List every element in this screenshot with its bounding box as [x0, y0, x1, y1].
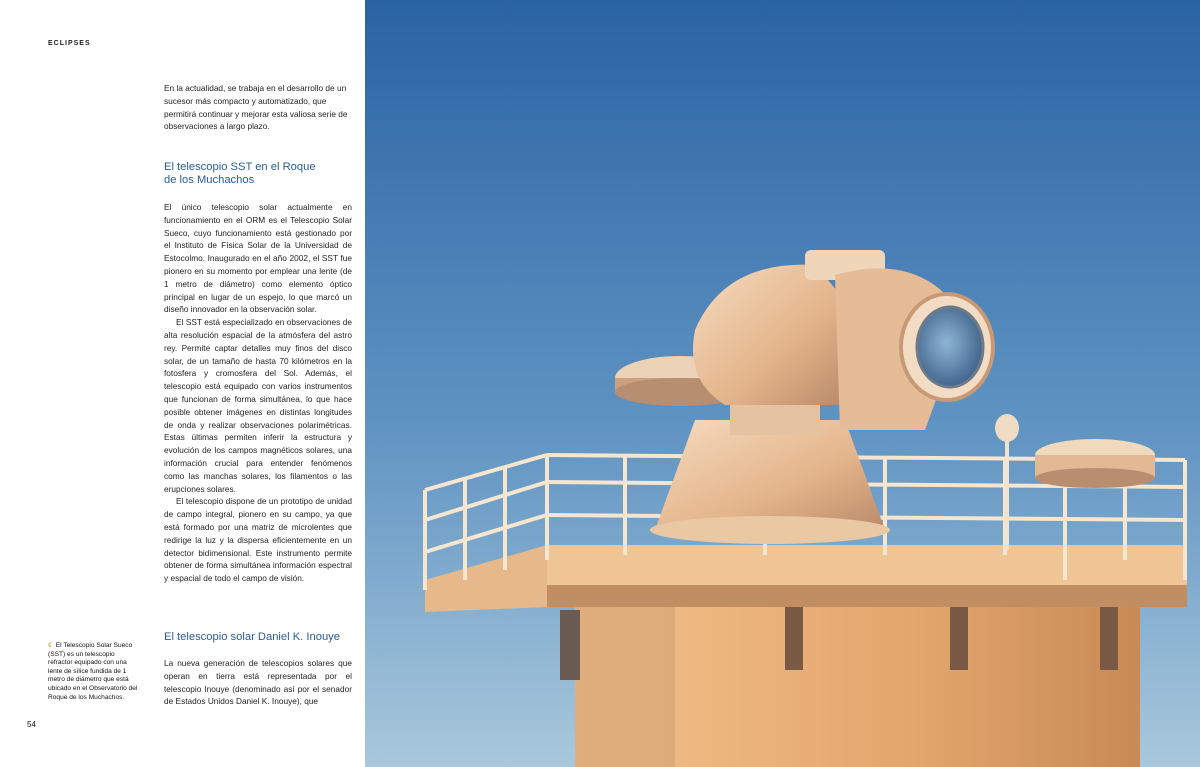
page-number: 54 — [27, 720, 36, 729]
text-page — [0, 0, 365, 767]
sst-paragraph-2: El SST está especializado en observaciones de alta resolución espacial de la atmósfera del astro rey. Permite captar detalles muy finos del disco solar, de un tamaño de hasta 70 kilómetros en la fotosfera y cromosfera del Sol. Además, el telescopio está equipado con varios instrumentos que funcionan de forma simultánea, lo que hace posible obtener imágenes en distintas longitudes de onda y realizar observaciones polarimétricas. Estas últimas permiten inferir la estructura y evolución de los campos magnéticos solares, una información crucial para entender fenómenos como las manchas solares, los filamentos o las erupciones solares. — [164, 317, 352, 494]
inouye-heading: El telescopio solar Daniel K. Inouye — [164, 631, 340, 643]
sst-heading — [164, 161, 354, 187]
intro-paragraph: En la actualidad, se trabaja en el desarrollo de un sucesor más compacto y automatizado, que permitirá continuar y mejorar esta valiosa serie de observaciones a largo plazo. — [164, 83, 348, 132]
intro-paragraph-block — [164, 82, 352, 133]
sst-paragraph-1: El único telescopio solar actualmente en funcionamiento en el ORM es el Telescopio Solar Sueco, cuyo funcionamiento está gestionado por el Instituto de Física Solar de la Universidad de Estocolmo. Inaugurado en el año 2002, el SST fue pionero en su momento por emplear una lente (de 1 metro de diámetro) como elemento óptico principal en lugar de un espejo, lo que marcó un diseño innovador en la observación solar. — [164, 202, 352, 315]
moon-icon: ☾ — [48, 642, 54, 649]
inouye-paragraph-1: La nueva generación de telescopios solares que operan en tierra está representada por el telescopio Inouye (denominado así por el senador de Estados Unidos Daniel K. Inouye), que — [164, 658, 352, 707]
sst-heading-line2: de los Muchachos — [164, 174, 255, 186]
sst-paragraph-3: El telescopio dispone de un prototipo de unidad de campo integral, pionero en su campo, ya que está formado por una matriz de microlentes que redirige la luz y la dispersa eficientemente en un detector bidimensional. Este instrumento permite obtener de forma simultánea información espectral y espacial de todo el campo de visión. — [164, 496, 352, 584]
telescope-photo — [365, 0, 1200, 767]
sst-body — [164, 201, 352, 585]
section-label: ECLIPSES — [48, 40, 91, 47]
photo-caption — [48, 642, 138, 702]
inouye-body — [164, 657, 352, 708]
telescope-illustration — [365, 0, 1200, 767]
caption-text: El Telescopio Solar Sueco (SST) es un telescopio refractor equipado con una lente de sílice fundida de 1 metro de diámetro que está ubicado en el Observatorio del Roque de los Muchachos. — [48, 642, 138, 701]
sst-heading-line1: El telescopio SST en el Roque — [164, 161, 316, 173]
